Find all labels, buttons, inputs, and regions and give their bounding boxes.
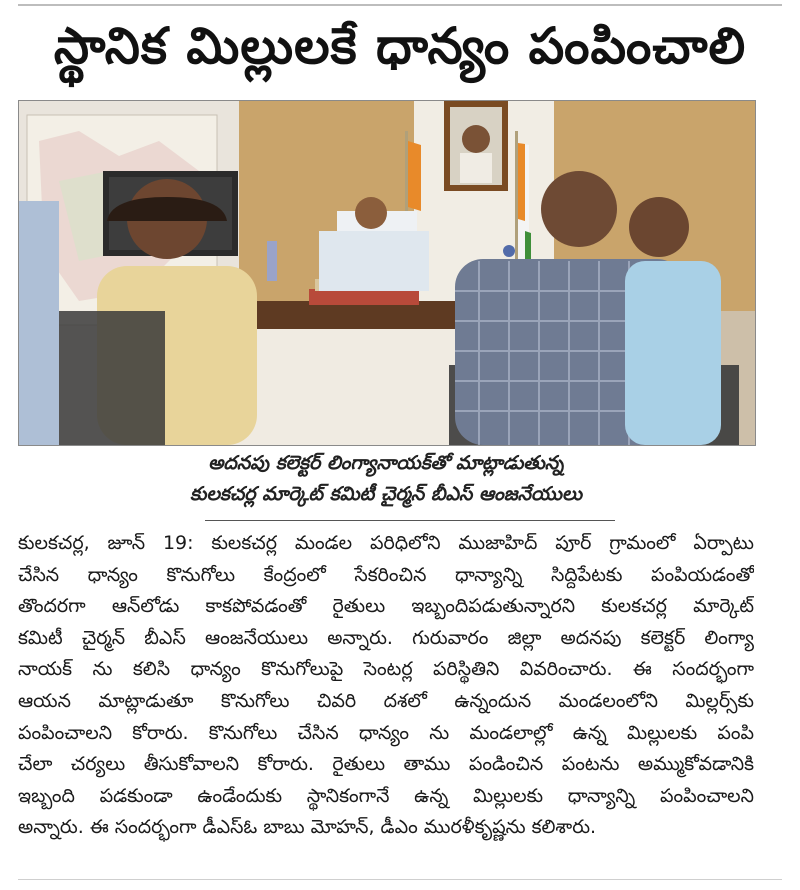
caption-line-1: అదనపు కలెక్టర్ లింగ్యానాయక్‌తో మాట్లాడుతున్న: [208, 452, 564, 474]
body-line: అన్నారు. ఈ సందర్భంగా డీఎస్ఓ బాబు మోహన్, డీఎం మురళీకృష్ణను కలిశారు.: [18, 816, 597, 839]
body-line: ఆయన మాట్లాడుతూ కొనుగోలు చివరి దశలో ఉన్నందున మండలంలోని మిల్లర్స్‌కు: [18, 689, 754, 712]
article-headline: స్థానిక మిల్లులకే ధాన్యం పంపించాలి: [53, 16, 747, 75]
article-body: [18, 528, 754, 858]
body-line: కమిటీ చైర్మన్ బీఎస్ ఆంజనేయులు అన్నారు. గురువారం జిల్లా అదనపు కలెక్టర్ లింగ్యా: [18, 626, 754, 649]
caption-divider: [205, 520, 615, 521]
body-line: ఇబ్బంది పడకుండా ఉండేందుకు స్థానికంగానే ఉన్న మిల్లులకు ధాన్యాన్ని పంపించాలని: [18, 784, 754, 807]
body-line: నాయక్ ను కలిసి ధాన్యం కొనుగోలుపై సెంటర్ల పరిస్థితిని వివరించారు. ఈ సందర్భంగా: [18, 658, 754, 681]
bottom-rule: [18, 879, 782, 880]
body-line: చేలా చర్యలు తీసుకోవాలని కోరారు. రైతులు తాము పండించిన పంటను అమ్ముకోవడానికి: [18, 753, 754, 776]
body-line: కులకచర్ల, జూన్ 19: కులకచర్ల మండల పరిధిలోని ముజాహిద్ పూర్ గ్రామంలో ఏర్పాటు: [18, 532, 754, 554]
top-rule: [18, 4, 782, 6]
caption-line-2: కులకచర్ల మార్కెట్ కమిటీ చైర్మన్ బీఎస్ ఆంజనేయులు: [189, 483, 583, 505]
photo-caption: [18, 448, 754, 518]
news-photo: [18, 100, 756, 446]
body-line: పంపించాలని కోరారు. కొనుగోలు చేసిన ధాన్యం ను మండలాల్లో ఉన్న మిల్లులకు పంపి: [18, 721, 754, 744]
photo-icon: [19, 101, 755, 445]
body-line: చేసిన ధాన్యం కొనుగోలు కేంద్రంలో సేకరించిన ధాన్యాన్ని సిద్దిపేటకు పంపియడంతో: [18, 563, 754, 586]
body-line: తొందరగా ఆన్‌లోడు కాకపోవడంతో రైతులు ఇబ్బందిపడుతున్నారని కులకచర్ల మార్కెట్: [18, 595, 754, 618]
